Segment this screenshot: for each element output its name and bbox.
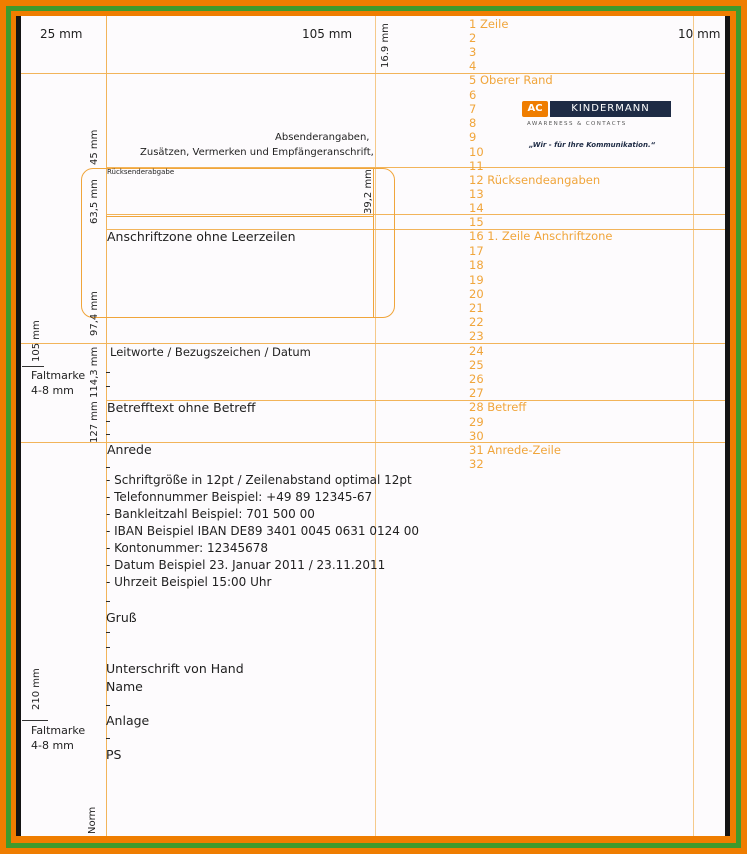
closing-ps: PS: [106, 747, 122, 762]
line-number: 26: [469, 372, 484, 386]
address-zone-title: Anschriftzone ohne Leerzeilen: [107, 229, 296, 244]
line-number: 20: [469, 287, 484, 301]
blank-line-mark: [106, 738, 110, 739]
line-number: 17: [469, 244, 484, 258]
logo-tagline: AWARENESS & CONTACTS: [527, 121, 627, 127]
info-block-title: Leitworte / Bezugszeichen / Datum: [110, 345, 311, 359]
blank-line-mark: [106, 601, 110, 602]
blank-line-mark: [106, 467, 110, 468]
closing-greeting: Gruß: [106, 610, 137, 625]
measure-114-3mm: 114,3 mm: [89, 346, 100, 398]
salutation: Anrede: [107, 442, 152, 457]
right-width-label: 10 mm: [678, 27, 721, 41]
closing-attachment: Anlage: [106, 713, 150, 728]
line-number: 27: [469, 386, 484, 400]
measure-97-4mm: 97,4 mm: [89, 291, 100, 336]
body-item: - Uhrzeit Beispiel 15:00 Uhr: [106, 575, 272, 589]
line-number: 5 Oberer Rand: [469, 73, 553, 87]
line-number: 13: [469, 187, 484, 201]
line-number: 14: [469, 201, 484, 215]
left-width-label: 25 mm: [40, 27, 83, 41]
top-height-label: 16.9 mm: [380, 23, 391, 68]
blank-line-mark: [106, 632, 110, 633]
measure-45mm: 45 mm: [89, 129, 100, 165]
blank-line-mark: [106, 434, 110, 435]
measure-63-5mm: 63,5 mm: [89, 179, 100, 224]
blank-line-mark: [106, 647, 110, 648]
line-number: 18: [469, 258, 484, 272]
line-number: 9: [469, 130, 477, 144]
closing-name: Name: [106, 679, 143, 694]
sender-line-2: Zusätzen, Vermerken und Empfängeranschrift,: [140, 147, 374, 158]
measure-norm: Norm: [87, 806, 98, 834]
line-number: 3: [469, 45, 477, 59]
body-item: - Kontonummer: 12345678: [106, 541, 269, 555]
line-number: 6: [469, 88, 477, 102]
logo-name: KINDERMANN: [550, 101, 671, 117]
line-number: 31 Anrede-Zeile: [469, 443, 561, 457]
line-number: 23: [469, 329, 484, 343]
line-number: 15: [469, 215, 484, 229]
right-margin-guide: [693, 16, 694, 836]
closing-signature: Unterschrift von Hand: [106, 661, 244, 676]
body-item: - IBAN Beispiel IBAN DE89 3401 0045 0631 0124 00: [106, 524, 419, 538]
line-number: 25: [469, 358, 484, 372]
line-number: 4: [469, 59, 477, 73]
line-number: 16 1. Zeile Anschriftzone: [469, 229, 613, 243]
body-item: - Telefonnummer Beispiel: +49 89 12345-67: [106, 490, 373, 504]
fold-upper-distance: 105 mm: [31, 320, 42, 362]
return-label: Rücksenderabgabe: [107, 168, 175, 176]
body-item: - Bankleitzahl Beispiel: 701 500 00: [106, 507, 315, 521]
line-number: 21: [469, 301, 484, 315]
line-number: 22: [469, 315, 484, 329]
logo-badge: AC: [522, 101, 548, 117]
logo-claim: „Wir - für Ihre Kommunikation.“: [529, 141, 656, 149]
right-edge-bar: [725, 16, 730, 836]
line-number: 11: [469, 159, 484, 173]
fold-lower-distance: 210 mm: [31, 668, 42, 710]
line-number: 24: [469, 344, 484, 358]
blank-line-mark: [106, 386, 110, 387]
fold-upper-label-1: Faltmarke: [31, 369, 86, 382]
fold-mark-upper: [22, 366, 44, 367]
line-number: 2: [469, 31, 477, 45]
measure-39-2mm: 39,2 mm: [363, 169, 374, 214]
fold-mark-lower: [22, 720, 48, 721]
fold-lower-label-1: Faltmarke: [31, 724, 86, 737]
body-item: - Schriftgröße in 12pt / Zeilenabstand optimal 12pt: [106, 473, 412, 487]
center-width-label: 105 mm: [302, 27, 353, 41]
line-number: 29: [469, 415, 484, 429]
left-edge-bar: [16, 16, 21, 836]
blank-line-mark: [106, 421, 110, 422]
line-number: 7: [469, 102, 477, 116]
line-number: 8: [469, 116, 477, 130]
info-block-guide: [21, 343, 725, 344]
line-number: 12 Rücksendeangaben: [469, 173, 601, 187]
center-guide: [375, 16, 376, 836]
line-number: 19: [469, 273, 484, 287]
blank-line-mark: [106, 705, 110, 706]
sender-line-1: Absenderangaben,: [275, 132, 370, 143]
line-number: 30: [469, 429, 484, 443]
fold-lower-label-2: 4-8 mm: [31, 739, 74, 752]
window-divider: [106, 216, 374, 217]
measure-127mm: 127 mm: [89, 401, 100, 443]
line-number: 1 Zeile: [469, 17, 509, 31]
kindermann-logo: [522, 100, 672, 155]
top-margin-guide: [21, 73, 725, 74]
line-number: 10: [469, 145, 484, 159]
blank-line-mark: [106, 372, 110, 373]
subject-title: Betrefftext ohne Betreff: [107, 400, 256, 415]
line-number: 32: [469, 457, 484, 471]
fold-upper-label-2: 4-8 mm: [31, 384, 74, 397]
line-number: 28 Betreff: [469, 400, 527, 414]
body-item: - Datum Beispiel 23. Januar 2011 / 23.11.2011: [106, 558, 386, 572]
